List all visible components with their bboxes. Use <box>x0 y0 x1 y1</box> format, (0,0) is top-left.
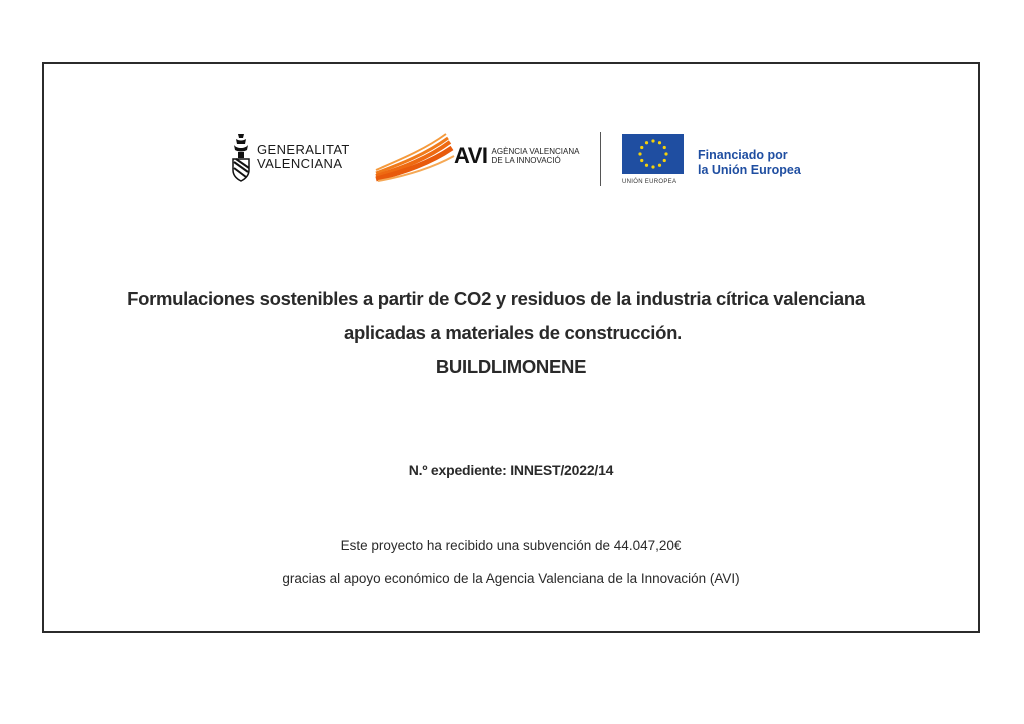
project-title <box>44 282 978 384</box>
logos-header <box>44 64 978 204</box>
eu-star <box>663 146 666 149</box>
generalitat-emblem-icon <box>230 132 252 182</box>
eu-star <box>658 164 661 167</box>
eu-star <box>645 164 648 167</box>
project-acronym: BUILDLIMONENE <box>435 356 587 377</box>
project-title-line1: Formulaciones sostenibles a partir de CO2 y residuos de la industria cítrica valenciana <box>127 288 865 309</box>
avi-acronym: AVI <box>454 143 488 168</box>
avi-line2: DE LA INNOVACIÓ <box>491 156 561 165</box>
eu-star <box>663 159 666 162</box>
eu-caption: UNIÓN EUROPEA <box>622 179 677 185</box>
eu-financed-line1: Financiado por <box>698 148 788 162</box>
avi-line1: AGÈNCIA VALENCIANA <box>491 147 580 156</box>
eu-logo <box>622 134 684 185</box>
eu-star <box>664 152 667 155</box>
expediente-number: N.º expediente: INNEST/2022/14 <box>408 462 614 478</box>
subsidy-line2: gracias al apoyo económico de la Agencia Valenciana de la Innovación (AVI) <box>282 571 740 586</box>
eu-star <box>651 139 654 142</box>
avi-full-name <box>492 147 580 165</box>
subsidy-line1: Este proyecto ha recibido una subvención de 44.047,20€ <box>340 538 682 553</box>
generalitat-logo <box>230 132 350 182</box>
eu-financed-text <box>698 148 801 178</box>
document-frame <box>42 62 980 633</box>
eu-star <box>640 159 643 162</box>
eu-star <box>640 146 643 149</box>
generalitat-line2: VALENCIANA <box>257 156 343 171</box>
logo-divider <box>600 132 601 186</box>
eu-star <box>651 165 654 168</box>
project-title-line2: aplicadas a materiales de construcción. <box>344 322 682 343</box>
generalitat-line1: GENERALITAT <box>257 142 350 157</box>
eu-financed-line2: la Unión Europea <box>698 163 801 177</box>
avi-swoosh-icon <box>374 130 456 182</box>
eu-star <box>645 141 648 144</box>
eu-star <box>638 152 641 155</box>
avi-logo <box>374 130 579 182</box>
eu-flag-icon <box>622 134 684 174</box>
eu-star <box>658 141 661 144</box>
generalitat-text <box>257 143 350 171</box>
subsidy-text <box>44 529 978 595</box>
